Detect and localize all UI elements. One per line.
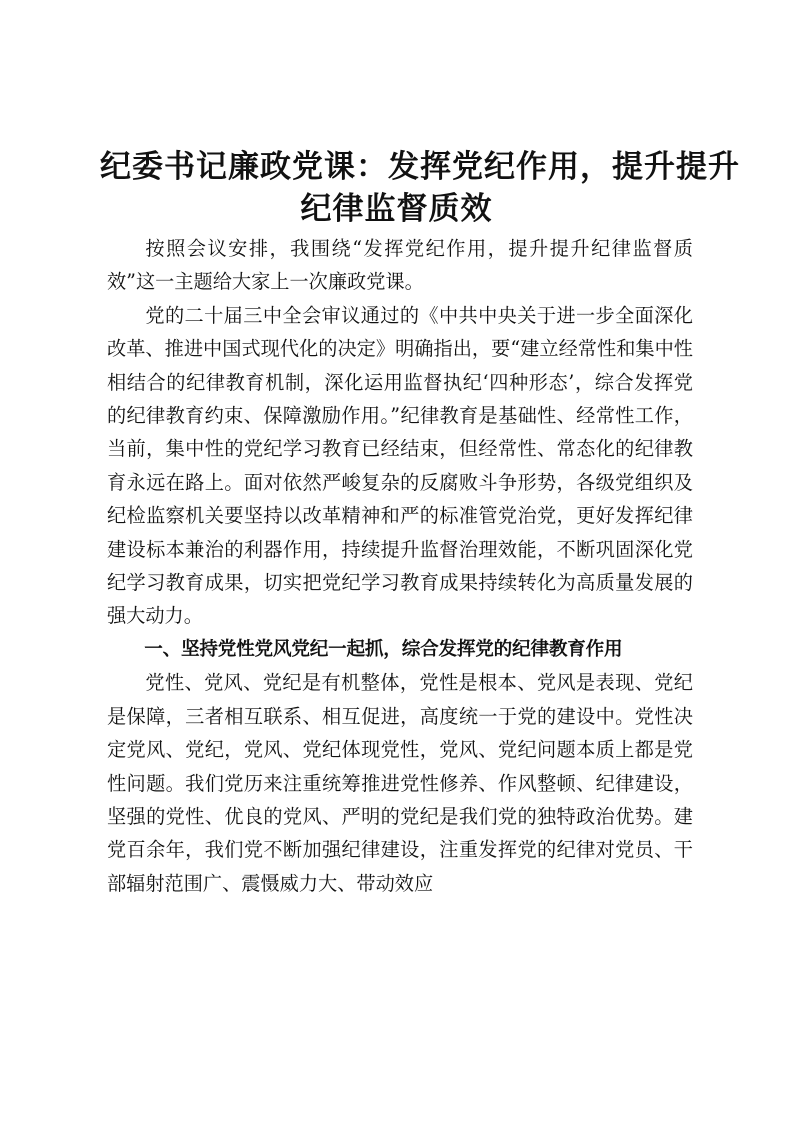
document-title-line-2: 纪律监督质效 — [300, 191, 493, 227]
intro-paragraph: 按照会议安排，我围绕“发挥党纪作用，提升提升纪律监督质效”这一主题给大家上一次廉政党课。 — [107, 237, 693, 294]
document-body — [107, 232, 693, 900]
context-paragraph: 党的二十届三中全会审议通过的《中共中央关于进一步全面深化改革、推进中国式现代化的决定》明确指出，要“建立经常性和集中性相结合的纪律教育机制，深化运用监督执纪‘四种形态’，综合发挥党的纪律教育约束、保障激励作用。”纪律教育是基础性、经常性工作，当前，集中性的党纪学习教育已经结束，但经常性、常态化的纪律教育永远在路上。面对依然严峻复杂的反腐败斗争形势，各级党组织及纪检监察机关要坚持以改革精神和严的标准管党治党，更好发挥纪律建设标本兼治的利器作用，持续提升监督治理效能，不断巩固深化党纪学习教育成果，切实把党纪学习教育成果持续转化为高质量发展的强大动力。 — [107, 303, 693, 628]
section-heading-1: 一、坚持党性党风党纪一起抓，综合发挥党的纪律教育作用 — [144, 638, 623, 660]
section-1-paragraph: 党性、党风、党纪是有机整体，党性是根本、党风是表现、党纪是保障，三者相互联系、相互促进，高度统一于党的建设中。党性决定党风、党纪，党风、党纪体现党性，党风、党纪问题本质上都是党性问题。我们党历来注重统筹推进党性修养、作风整顿、纪律建设，坚强的党性、优良的党风、严明的党纪是我们党的独特政治优势。建党百余年，我们党不断加强纪律建设，注重发挥党的纪律对党员、干部辐射范围广、震慑威力大、带动效应 — [107, 671, 693, 895]
document-title-line-1: 纪委书记廉政党课：发挥党纪作用，提升提升 — [100, 149, 740, 185]
